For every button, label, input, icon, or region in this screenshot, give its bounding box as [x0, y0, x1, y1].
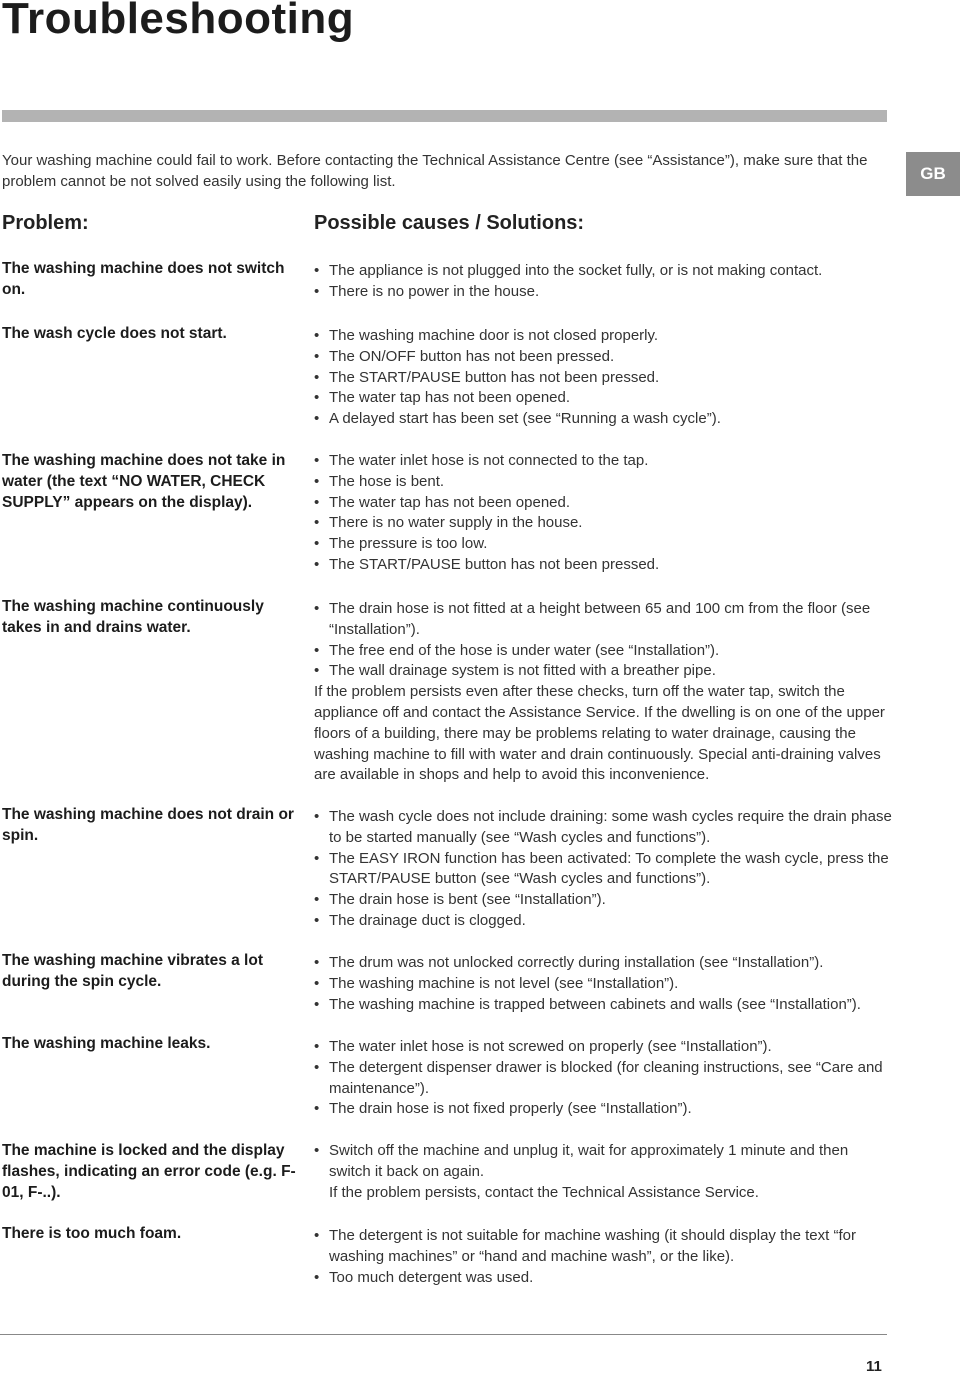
solution-item: • The appliance is not plugged into the socket fully, or is not making contact. [314, 261, 892, 282]
solution-item: • There is no power in the house. [314, 282, 892, 303]
solution-item: • The pressure is too low. [314, 534, 892, 555]
solution-item: • The drain hose is not fitted at a height between 65 and 100 cm from the floor (see “Installation”). [314, 599, 892, 641]
problem-label: The washing machine does not take in water (the text “NO WATER, CHECK SUPPLY” appears on the display). [2, 452, 286, 511]
solution-item: • The washing machine is trapped between cabinets and walls (see “Installation”). [314, 995, 892, 1016]
page-number: 11 [866, 1358, 882, 1375]
problem-label: The machine is locked and the display flashes, indicating an error code (e.g. F-01, F-..). [2, 1142, 296, 1201]
problem-label: The washing machine vibrates a lot during the spin cycle. [2, 952, 263, 990]
solution-item: • The ON/OFF button has not been pressed. [314, 347, 892, 368]
solution-item: • The hose is bent. [314, 472, 892, 493]
problem-label: The washing machine leaks. [2, 1035, 211, 1052]
solution-block [314, 1226, 892, 1288]
problem-label: The washing machine does not drain or spin. [2, 806, 294, 844]
language-tab: GB [906, 152, 960, 196]
solution-item: • The wash cycle does not include draining: some wash cycles require the drain phase to be started manually (see “Wash cycles and functions”). [314, 807, 892, 849]
solution-item: • The water inlet hose is not screwed on properly (see “Installation”). [314, 1037, 892, 1058]
solution-item: • There is no water supply in the house. [314, 513, 892, 534]
solution-item: • The START/PAUSE button has not been pressed. [314, 555, 892, 576]
solution-item: • The detergent is not suitable for machine washing (it should display the text “for washing machines” or “hand and machine wash”, or the like). [314, 1226, 892, 1268]
solution-block [314, 1037, 892, 1120]
page-title: Troubleshooting [2, 0, 355, 43]
solution-block [314, 326, 892, 430]
solution-block [314, 1141, 892, 1203]
intro-paragraph: Your washing machine could fail to work. Before contacting the Technical Assistance Centre (see “Assistance”), make sure that the problem cannot be not solved easily using the following list. [2, 152, 868, 190]
solution-item: • The detergent dispenser drawer is blocked (for cleaning instructions, see “Care and maintenance”). [314, 1058, 892, 1100]
solution-item: • The EASY IRON function has been activated: To complete the wash cycle, press the START/PAUSE button (see “Wash cycles and functions”). [314, 849, 892, 891]
problem-label: There is too much foam. [2, 1225, 182, 1242]
solution-item: • The drain hose is bent (see “Installation”). [314, 890, 892, 911]
solution-item: • The drainage duct is clogged. [314, 911, 892, 932]
solution-item: • Switch off the machine and unplug it, wait for approximately 1 minute and then switch it back on again. [314, 1141, 892, 1183]
solution-item: • The water tap has not been opened. [314, 388, 892, 409]
solution-block [314, 953, 892, 1015]
solution-item: • The washing machine door is not closed properly. [314, 326, 892, 347]
problem-label: The washing machine does not switch on. [2, 260, 285, 298]
solution-item: • A delayed start has been set (see “Running a wash cycle”). [314, 409, 892, 430]
problem-column-header: Problem: [2, 212, 89, 234]
title-underline-bar [2, 110, 887, 122]
solution-item: • The water tap has not been opened. [314, 493, 892, 514]
solution-item: • The drum was not unlocked correctly during installation (see “Installation”). [314, 953, 892, 974]
problem-label: The washing machine continuously takes in and drains water. [2, 598, 264, 636]
solution-item: • The drain hose is not fixed properly (see “Installation”). [314, 1099, 892, 1120]
solution-item: • The START/PAUSE button has not been pressed. [314, 368, 892, 389]
solution-item: • The free end of the hose is under water (see “Installation”). [314, 641, 892, 662]
footer-divider [0, 1334, 887, 1335]
solution-item: • The water inlet hose is not connected to the tap. [314, 451, 892, 472]
solution-block [314, 261, 892, 303]
solution-item: • The wall drainage system is not fitted with a breather pipe. [314, 661, 892, 682]
solution-item: • The washing machine is not level (see “Installation”). [314, 974, 892, 995]
solution-block [314, 807, 892, 932]
solution-block [314, 451, 892, 576]
solution-note: If the problem persists, contact the Technical Assistance Service. [329, 1183, 759, 1201]
solution-note: If the problem persists even after these checks, turn off the water tap, switch the appliance off and contact the Assistance Service. If the dwelling is on one of the upper floors of a building, there may be problems relating to water drainage, causing the washing machine to fill with water and drain continuously. Special anti-draining valves are available in shops and help to avoid this inconvenience. [314, 683, 885, 784]
solution-item: • Too much detergent was used. [314, 1268, 892, 1289]
solutions-column-header: Possible causes / Solutions: [314, 212, 585, 234]
problem-label: The wash cycle does not start. [2, 325, 227, 342]
solution-block [314, 599, 892, 786]
